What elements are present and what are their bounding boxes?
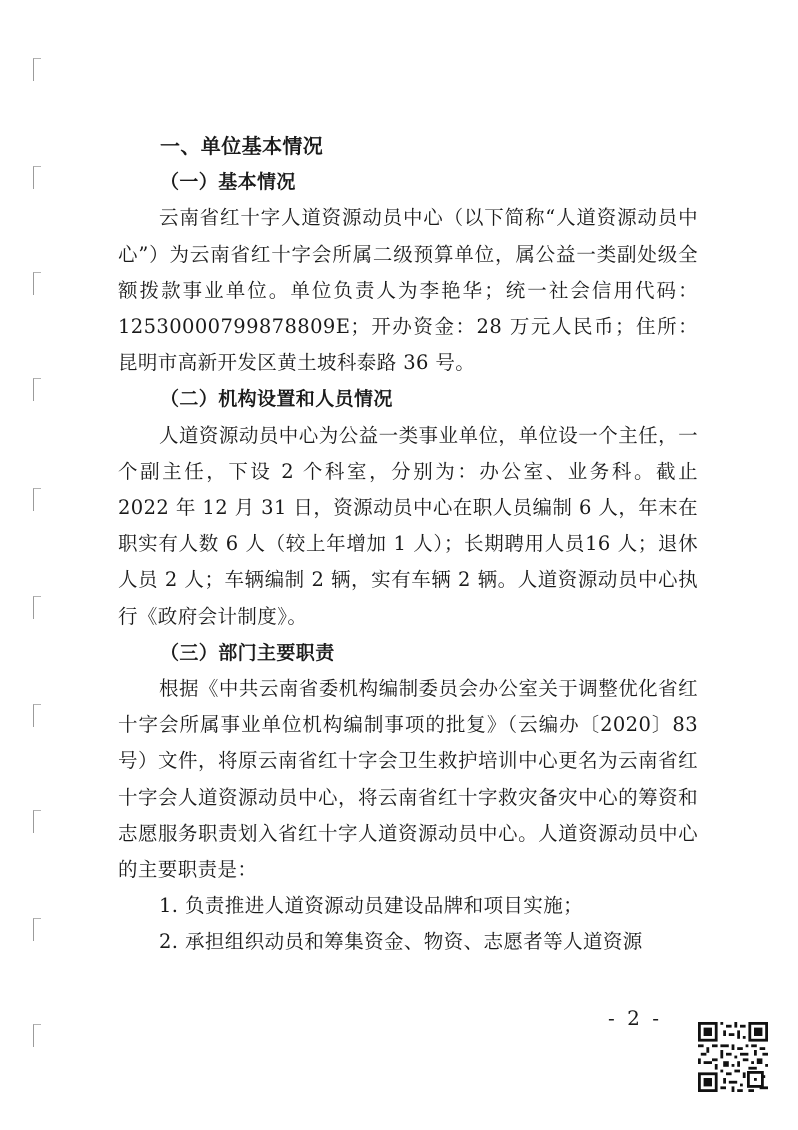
- list-item: 2. 承担组织动员和筹集资金、物资、志愿者等人道资源: [159, 930, 643, 954]
- qr-code-icon: [698, 1022, 768, 1092]
- binding-mark: [33, 58, 41, 81]
- paragraph-basic-situation: 云南省红十字人道资源动员中心（以下简称“人道资源动员中心”）为云南省红十字会所属二级预算单位，属公益一类副处级全额拨款事业单位。单位负责人为李艳华；统一社会信用代码：12530000799878809E；开办资金：28 万元人民币；住所：昆明市高新开发区黄土坡科泰路 36 号。: [118, 206, 698, 375]
- binding-mark: [33, 488, 41, 511]
- binding-mark: [33, 810, 41, 833]
- paragraph-main-duties: 根据《中共云南省委机构编制委员会办公室关于调整优化省红十字会所属事业单位机构编制事项的批复》（云编办〔2020〕83 号）文件，将原云南省红十字会卫生救护培训中心更名为云南省红十字会人道资源动员中心，将云南省红十字救灾备灾中心的筹资和志愿服务职责划入省红十字人道资源动员中心。人道资源动员中心的主要职责是：: [118, 677, 698, 882]
- binding-mark: [33, 704, 41, 727]
- document-body: [118, 128, 698, 961]
- paragraph-organization-staff: 人道资源动员中心为公益一类事业单位，单位设一个主任，一个副主任，下设 2 个科室，分别为：办公室、业务科。截止 2022 年 12 月 31 日，资源动员中心在职人员编制 6 人，年末在职实有人数 6 人（较上年增加 1 人）；长期聘用人员16 人；退休人员 2 人；车辆编制 2 辆，实有车辆 2 辆。人道资源动员中心执行《政府会计制度》。: [118, 423, 698, 628]
- binding-mark: [33, 166, 41, 189]
- binding-mark: [33, 918, 41, 941]
- heading-organization-staff: （二）机构设置和人员情况: [160, 388, 393, 411]
- heading-unit-basic-info: 一、单位基本情况: [160, 134, 324, 158]
- heading-basic-situation: （一）基本情况: [160, 171, 296, 194]
- binding-mark: [33, 272, 41, 295]
- heading-main-duties: （三）部门主要职责: [160, 641, 335, 664]
- list-item: 1. 负责推进人道资源动员建设品牌和项目实施；: [159, 894, 584, 918]
- binding-mark: [33, 378, 41, 401]
- binding-mark: [33, 1024, 41, 1047]
- page-number: - 2 -: [608, 1006, 662, 1030]
- binding-mark: [33, 596, 41, 619]
